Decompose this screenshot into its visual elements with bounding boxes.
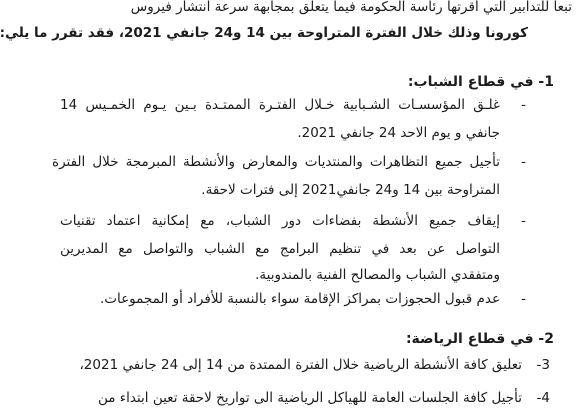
list-bullet: 4-: [536, 390, 550, 406]
list-bullet: -: [521, 291, 526, 307]
list-item-line: إيقاف جميع الأنشطة بفضاءات دور الشباب، مع إمكانية اعتماد تقنيات: [60, 213, 500, 229]
list-bullet: 3-: [536, 357, 550, 373]
list-item-line: التواصل عن بعد في تنظيم البرامج مع الشباب والتواصل مع المديرين: [60, 241, 500, 257]
intro-line-1: تبعا للتدابير التي أقرتها رئاسة الحكومة فيما يتعلق بمجابهة سرعة انتشار فيروس: [130, 0, 572, 15]
list-item-line: ومتفقدي الشباب والمصالح الفنية بالمندوبية.: [255, 267, 500, 283]
list-bullet: -: [521, 213, 526, 229]
list-item-line: غلـق المؤسسـات الشـبابية خـلال الفتـرة الممتـدة بـين يـوم الخمـيس 14: [60, 97, 500, 113]
list-bullet: -: [521, 154, 526, 170]
section-heading-sports: 2- في قطاع الرياضة:: [405, 331, 554, 347]
list-bullet: -: [521, 97, 526, 113]
section-heading-youth: 1- في قطاع الشباب:: [407, 74, 554, 90]
list-item-line: تأجيل جميع التظاهرات والمنتديات والمعارض والأنشطة المبرمجة خلال الفترة: [52, 154, 500, 170]
list-item-line: عدم قبول الحجوزات بمراكز الإقامة سواء بالنسبة للأفراد أو المجموعات.: [99, 291, 500, 307]
list-item-line: تأجيل كافة الجلسات العامة للهياكل الرياضية الى تواريخ لاحقة تعين ابتداء من: [97, 390, 522, 406]
list-item-line: المتراوحة بين 14 و24 جانفي2021 إلى فترات لاحقة.: [201, 182, 500, 198]
list-item-line: تعليق كافة الأنشطة الرياضية خلال الفترة الممتدة من 14 إلى 24 جانفي 2021،: [79, 357, 522, 373]
list-item-line: جانفي و يوم الاحد 24 جانفي 2021.: [297, 125, 500, 141]
intro-line-2: كورونا وذلك خلال الفترة المتراوحة بين 14 و24 جانفي 2021، فقد تقرر ما يلي:: [0, 25, 528, 41]
